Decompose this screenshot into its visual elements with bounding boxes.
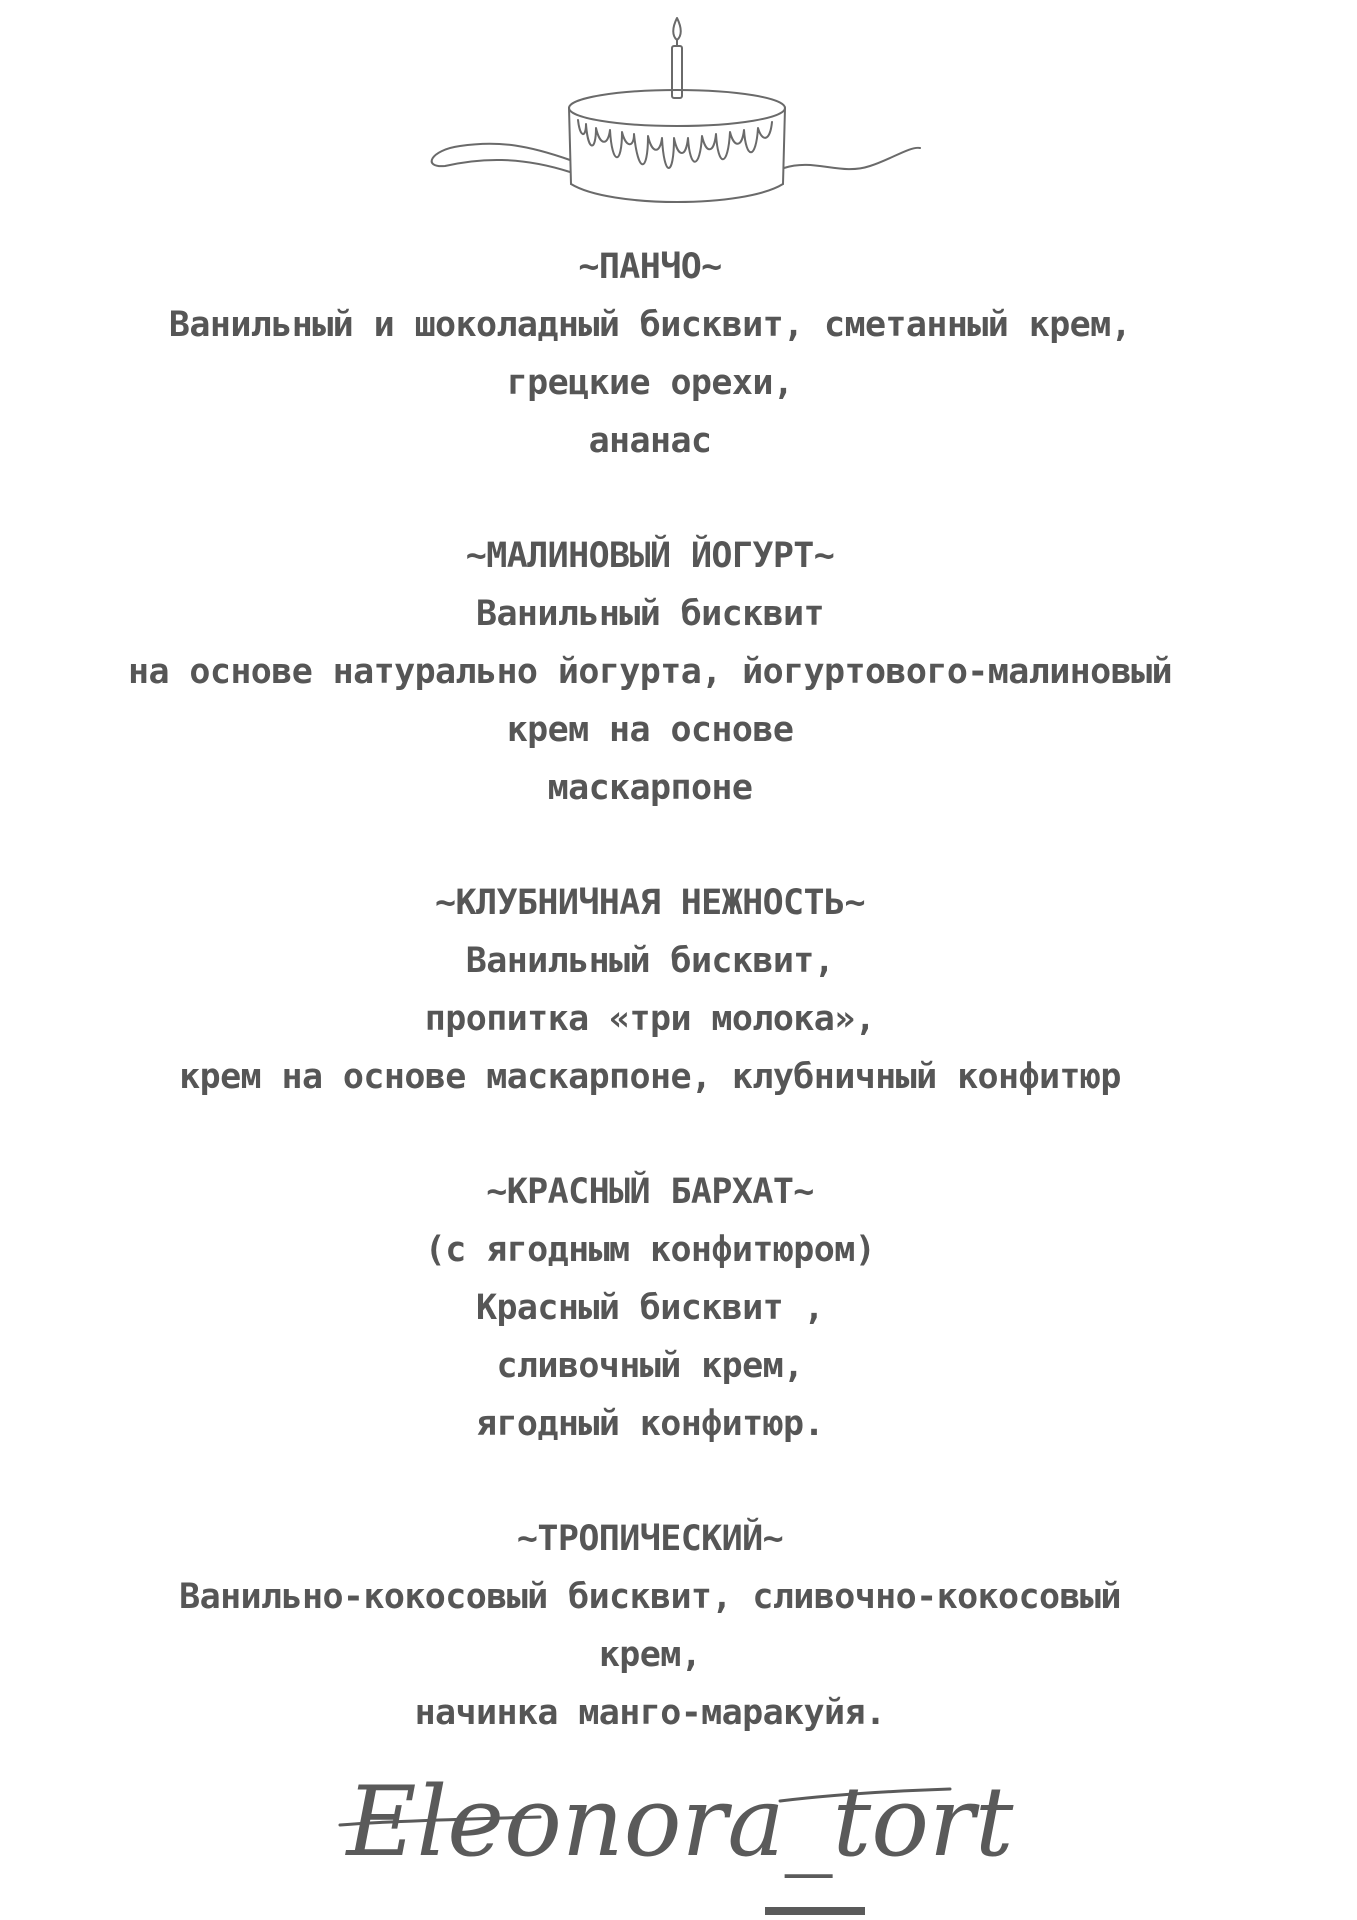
item-description-line: (с ягодным конфитюром): [424, 1230, 876, 1270]
item-description-line: Ванильно-кокосовый бисквит, сливочно-кокосовый: [179, 1577, 1121, 1617]
item-description-line: маскарпоне: [547, 768, 753, 808]
menu-item-strawberry-tenderness: [0, 874, 1300, 1106]
signature-underline: [765, 1907, 865, 1915]
item-description-line: крем на основе: [506, 710, 794, 750]
item-description-line: начинка манго-маракуйя.: [414, 1693, 886, 1733]
item-description-line: ананас: [588, 421, 712, 461]
menu-item-pancho: [0, 238, 1300, 470]
item-description-line: грецкие орехи,: [506, 363, 794, 403]
item-description-line: крем на основе маскарпоне, клубничный конфитюр: [179, 1057, 1121, 1097]
cake-with-candle-icon: [420, 8, 940, 208]
item-description-line: на основе натурально йогурта, йогуртового-малиновый: [127, 652, 1173, 692]
item-description-line: пропитка «три молока»,: [424, 999, 876, 1039]
item-title: ~ТРОПИЧЕСКИЙ~: [516, 1519, 784, 1559]
item-title: ~ПАНЧО~: [578, 247, 722, 287]
item-title: ~МАЛИНОВЫЙ ЙОГУРТ~: [465, 536, 835, 576]
signature: [330, 1755, 1030, 1885]
item-description-line: ягодный конфитюр.: [475, 1404, 825, 1444]
item-description-line: Ванильный и шоколадный бисквит, сметанный крем,: [168, 305, 1132, 345]
item-title: ~КЛУБНИЧНАЯ НЕЖНОСТЬ~: [435, 883, 865, 923]
menu-item-raspberry-yogurt: [0, 527, 1300, 817]
item-description-line: сливочный крем,: [496, 1346, 804, 1386]
signature-text: Eleonora_tort: [346, 1766, 1014, 1878]
item-description-line: Красный бисквит ,: [475, 1288, 825, 1328]
item-description-line: Ванильный бисквит,: [465, 941, 835, 981]
item-description-line: Ванильный бисквит: [475, 594, 825, 634]
item-title: ~КРАСНЫЙ БАРХАТ~: [486, 1172, 814, 1212]
menu-item-red-velvet: [0, 1163, 1300, 1453]
cake-menu: [0, 238, 1300, 1799]
item-description-line: крем,: [598, 1635, 702, 1675]
menu-item-tropical: [0, 1510, 1300, 1742]
